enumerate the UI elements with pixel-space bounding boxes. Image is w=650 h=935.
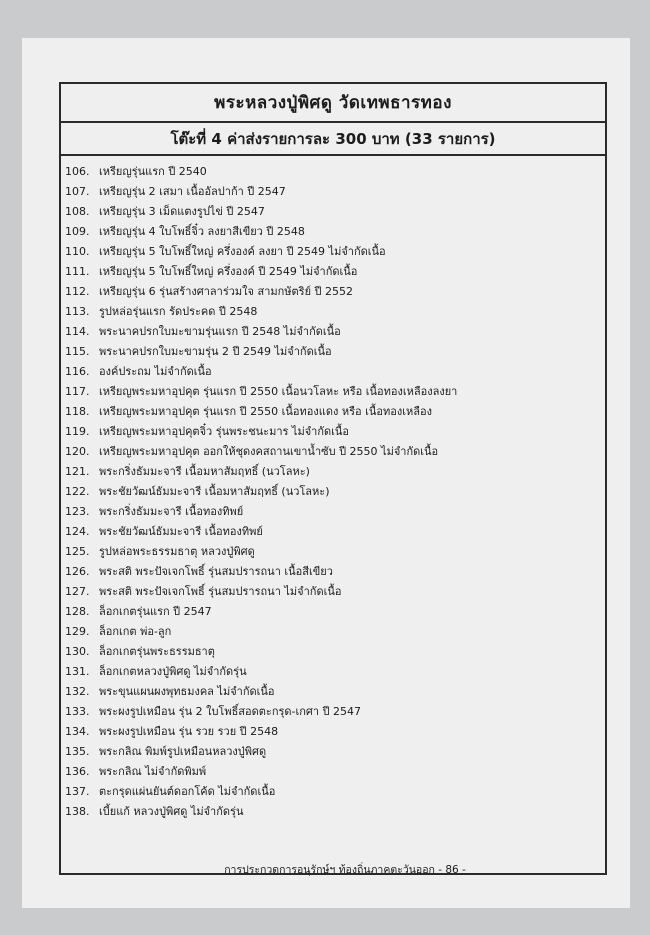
item-number: 136. (65, 765, 90, 778)
item-text: พระกลิณ พิมพ์รูปเหมือนหลวงปู่พิศดู (99, 745, 267, 758)
list-item (61, 342, 605, 362)
list-item (61, 582, 605, 602)
item-text: พระผงรูปเหมือน รุ่น รวย รวย ปี 2548 (99, 725, 279, 738)
item-number: 113. (65, 305, 90, 318)
list-item (61, 302, 605, 322)
list-item (61, 782, 605, 802)
list-item (61, 682, 605, 702)
item-text: พระสติ พระปัจเจกโพธิ์ รุ่นสมปรารถนา ไม่จำกัดเนื้อ (99, 585, 342, 598)
list-item (61, 542, 605, 562)
item-number: 119. (65, 425, 90, 438)
item-text: ตะกรุดแผ่นยันต์ดอกโค้ด ไม่จำกัดเนื้อ (99, 785, 276, 798)
item-text: เหรียญรุ่น 4 ใบโพธิ์จิ๋ว ลงยาสีเขียว ปี 2548 (99, 225, 305, 238)
item-number: 124. (65, 525, 90, 538)
item-text: เหรียญรุ่น 5 ใบโพธิ์ใหญ่ ครึ่งองค์ ปี 2549 ไม่จำกัดเนื้อ (99, 265, 358, 278)
list-item (61, 362, 605, 382)
item-text: เหรียญพระมหาอุปคุต รุ่นแรก ปี 2550 เนื้อนวโลหะ หรือ เนื้อทองเหลืองลงยา (99, 385, 458, 398)
item-text: พระนาคปรกใบมะขามรุ่น 2 ปี 2549 ไม่จำกัดเนื้อ (99, 345, 332, 358)
item-text: รูปหล่อพระธรรมธาตุ หลวงปู่พิศดู (99, 545, 255, 558)
list-item (61, 622, 605, 642)
list-item (61, 802, 605, 822)
item-number: 126. (65, 565, 90, 578)
list-item (61, 482, 605, 502)
item-number: 134. (65, 725, 90, 738)
item-number: 120. (65, 445, 90, 458)
list-item (61, 422, 605, 442)
document-page (22, 38, 630, 908)
item-number: 121. (65, 465, 90, 478)
item-number: 117. (65, 385, 90, 398)
list-item (61, 202, 605, 222)
item-text: พระกริ่งธัมมะจารี เนื้อทองทิพย์ (99, 505, 244, 518)
table-subtitle: โต๊ะที่ 4 ค่าส่งรายการละ 300 บาท (33 รายการ) (61, 123, 605, 156)
list-item (61, 242, 605, 262)
item-number: 108. (65, 205, 90, 218)
item-text: องค์ประถม ไม่จำกัดเนื้อ (99, 365, 212, 378)
item-number: 138. (65, 805, 90, 818)
item-text: พระกริ่งธัมมะจารี เนื้อมหาสัมฤทธิ์ (นวโลหะ) (99, 465, 310, 478)
item-number: 123. (65, 505, 90, 518)
item-number: 132. (65, 685, 90, 698)
item-number: 107. (65, 185, 90, 198)
item-number: 135. (65, 745, 90, 758)
item-number: 109. (65, 225, 90, 238)
list-item (61, 742, 605, 762)
list-item (61, 322, 605, 342)
list-item (61, 402, 605, 422)
item-number: 114. (65, 325, 90, 338)
item-text: พระขุนแผนผงพุทธมงคล ไม่จำกัดเนื้อ (99, 685, 275, 698)
item-text: รูปหล่อรุ่นแรก รัดประคด ปี 2548 (99, 305, 258, 318)
page-title: พระหลวงปู่พิศดู วัดเทพธารทอง (61, 84, 605, 123)
item-text: พระชัยวัฒน์ธัมมะจารี เนื้อมหาสัมฤทธิ์ (นวโลหะ) (99, 485, 330, 498)
list-item (61, 722, 605, 742)
list-item (61, 762, 605, 782)
item-text: เหรียญพระมหาอุปคุต รุ่นแรก ปี 2550 เนื้อทองแดง หรือ เนื้อทองเหลือง (99, 405, 432, 418)
item-number: 118. (65, 405, 90, 418)
list-item (61, 662, 605, 682)
item-text: พระชัยวัฒน์ธัมมะจารี เนื้อทองทิพย์ (99, 525, 263, 538)
item-list (61, 156, 605, 822)
item-number: 131. (65, 665, 90, 678)
list-item (61, 522, 605, 542)
item-text: เหรียญพระมหาอุปคุตจิ๋ว รุ่นพระชนะมาร ไม่จำกัดเนื้อ (99, 425, 350, 438)
item-number: 125. (65, 545, 90, 558)
list-item (61, 382, 605, 402)
item-text: พระผงรูปเหมือน รุ่น 2 ใบโพธิ์สอดตะกรุด-เกศา ปี 2547 (99, 705, 362, 718)
item-text: เหรียญพระมหาอุปคุต ออกให้ชุดงคสถานเขาน้ำซับ ปี 2550 ไม่จำกัดเนื้อ (99, 445, 439, 458)
item-text: เหรียญรุ่น 6 รุ่นสร้างศาลาร่วมใจ สามกษัตริย์ ปี 2552 (99, 285, 353, 298)
item-number: 129. (65, 625, 90, 638)
list-item (61, 442, 605, 462)
list-item (61, 182, 605, 202)
item-number: 127. (65, 585, 90, 598)
item-number: 112. (65, 285, 90, 298)
list-item (61, 642, 605, 662)
item-text: พระกลิณ ไม่จำกัดพิมพ์ (99, 765, 207, 778)
item-text: ล็อกเกตรุ่นพระธรรมธาตุ (99, 645, 215, 658)
page-footer: การประกวดการอนุรักษ์ฯ ท้องถิ่นภาคตะวันออก - 86 - (224, 864, 466, 876)
list-item (61, 262, 605, 282)
item-text: เหรียญรุ่น 5 ใบโพธิ์ใหญ่ ครึ่งองค์ ลงยา ปี 2549 ไม่จำกัดเนื้อ (99, 245, 386, 258)
list-item (61, 502, 605, 522)
list-item (61, 562, 605, 582)
item-number: 111. (65, 265, 90, 278)
list-item (61, 602, 605, 622)
item-text: เหรียญรุ่น 3 เม็ดแตงรูปไข่ ปี 2547 (99, 205, 265, 218)
item-number: 115. (65, 345, 90, 358)
content-frame (59, 82, 607, 875)
item-text: ล็อกเกตหลวงปู่พิศดู ไม่จำกัดรุ่น (99, 665, 247, 678)
list-item (61, 702, 605, 722)
item-text: พระสติ พระปัจเจกโพธิ์ รุ่นสมปรารถนา เนื้อสีเขียว (99, 565, 333, 578)
item-number: 128. (65, 605, 90, 618)
item-number: 122. (65, 485, 90, 498)
item-number: 130. (65, 645, 90, 658)
item-text: เหรียญรุ่นแรก ปี 2540 (99, 165, 207, 178)
item-number: 110. (65, 245, 90, 258)
item-text: เหรียญรุ่น 2 เสมา เนื้ออัลปาก้า ปี 2547 (99, 185, 286, 198)
item-number: 106. (65, 165, 90, 178)
item-number: 133. (65, 705, 90, 718)
list-item (61, 222, 605, 242)
list-item (61, 462, 605, 482)
item-text: ล็อกเกต พ่อ-ลูก (99, 625, 172, 638)
item-number: 137. (65, 785, 90, 798)
list-item (61, 162, 605, 182)
item-text: พระนาคปรกใบมะขามรุ่นแรก ปี 2548 ไม่จำกัดเนื้อ (99, 325, 341, 338)
item-text: ล็อกเกตรุ่นแรก ปี 2547 (99, 605, 212, 618)
item-text: เบี้ยแก้ หลวงปู่พิศดู ไม่จำกัดรุ่น (99, 805, 244, 818)
item-number: 116. (65, 365, 90, 378)
list-item (61, 282, 605, 302)
